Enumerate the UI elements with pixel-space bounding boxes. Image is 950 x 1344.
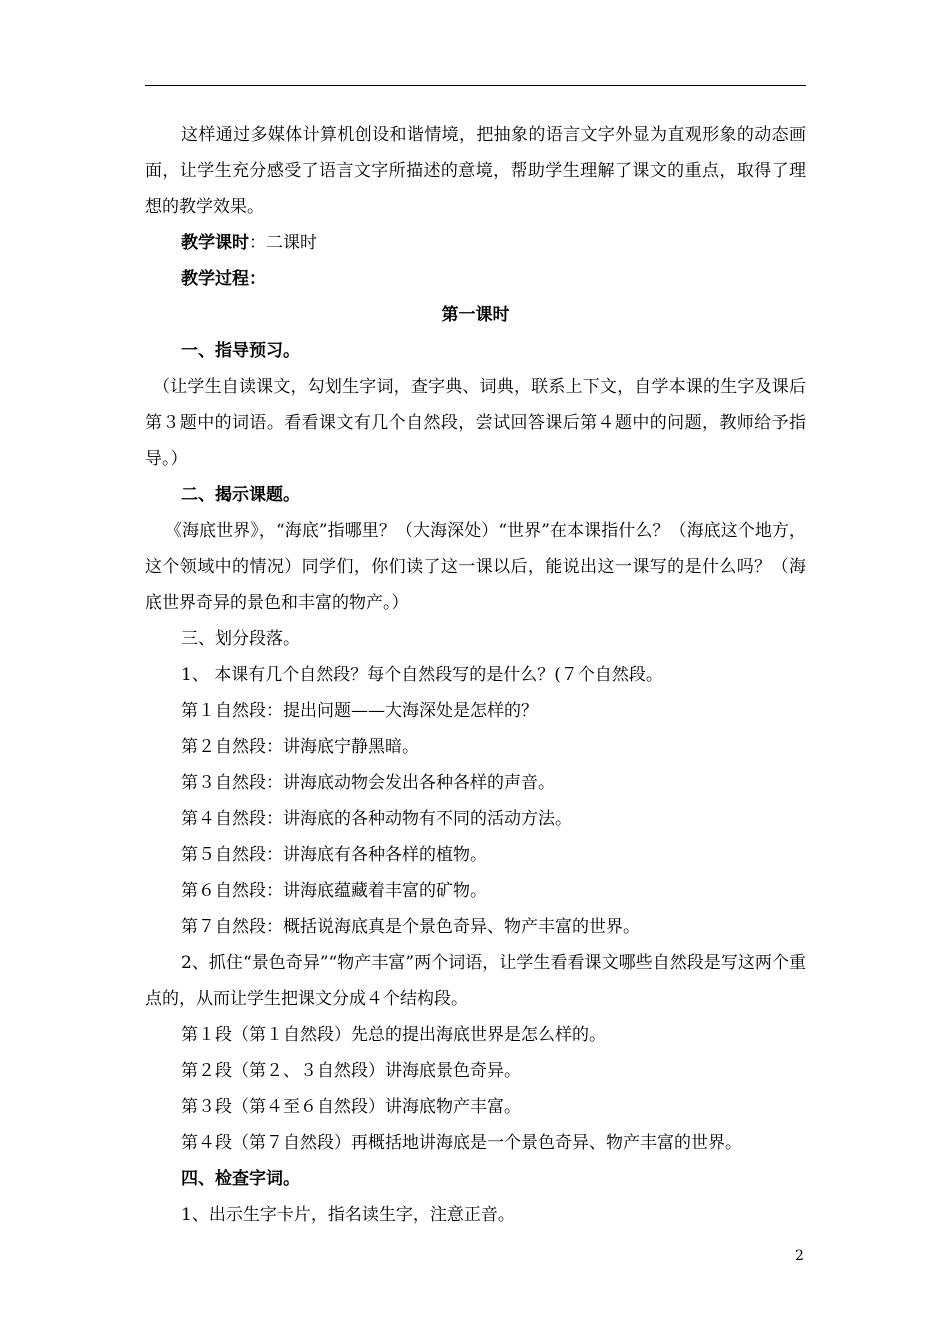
lesson-title: 第一课时 <box>441 305 510 325</box>
paragraph-item: 第３自然段：讲海底动物会发出各种各样的声音。 <box>181 773 555 793</box>
section-3-question-2: 2、抓住“景色奇异”“物产丰富”两个词语，让学生看看课文哪些自然段是写这两个重点的，从而让学生把课文分成４个结构段。 <box>145 953 806 1009</box>
segment-item: 第２段（第２、３自然段）讲海底景色奇异。 <box>181 1061 521 1081</box>
section-2-title: 二、揭示课题。 <box>181 485 300 505</box>
section-1-body: （让学生自读课文，勾划生字词，查字典、词典，联系上下文，自学本课的生字及课后第３题中的词语。看看课文有几个自然段，尝试回答课后第４题中的问题，教师给予指导。） <box>145 377 806 469</box>
teaching-hours-colon: ： <box>249 233 266 253</box>
teaching-hours-value: 二课时 <box>266 233 317 253</box>
paragraph-item: 第１自然段：提出问题——大海深处是怎样的？ <box>181 701 538 721</box>
intro-paragraph: 这样通过多媒体计算机创设和谐情境，把抽象的语言文字外显为直观形象的动态画面，让学生充分感受了语言文字所描述的意境，帮助学生理解了课文的重点，取得了理想的教学效果。 <box>145 125 806 217</box>
section-1-title: 一、指导预习。 <box>181 341 300 361</box>
section-4-item-1: 1、出示生字卡片，指名读生字，注意正音。 <box>181 1205 515 1225</box>
paragraph-item: 第６自然段：讲海底蕴藏着丰富的矿物。 <box>181 881 487 901</box>
teaching-hours-line <box>145 225 806 261</box>
paragraph-item: 第７自然段：概括说海底真是个景色奇异、物产丰富的世界。 <box>181 917 640 937</box>
segment-item: 第４段（第７自然段）再概括地讲海底是一个景色奇异、物产丰富的世界。 <box>181 1133 742 1153</box>
section-3-title: 三、划分段落。 <box>181 629 300 649</box>
header-rule <box>145 85 806 86</box>
paragraph-item: 第４自然段：讲海底的各种动物有不同的活动方法。 <box>181 809 572 829</box>
document-body <box>145 117 806 1233</box>
segment-item: 第１段（第１自然段）先总的提出海底世界是怎么样的。 <box>181 1025 606 1045</box>
section-3-question-1: 1、 本课有几个自然段？每个自然段写的是什么？(７个自然段。 <box>181 665 663 685</box>
section-2-body: 《海底世界》，“海底”指哪里？（大海深处）“世界”在本课指什么？（海底这个地方，这个领域中的情况）同学们，你们读了这一课以后，能说出这一课写的是什么吗？（海底世界奇异的景色和丰富的物产。） <box>145 521 806 613</box>
segment-item: 第３段（第４至６自然段）讲海底物产丰富。 <box>181 1097 521 1117</box>
section-4-title: 四、检查字词。 <box>181 1169 300 1189</box>
teaching-hours-label: 教学课时 <box>181 233 249 253</box>
paragraph-item: 第５自然段：讲海底有各种各样的植物。 <box>181 845 487 865</box>
page-number: 2 <box>795 1248 804 1264</box>
paragraph-item: 第２自然段：讲海底宁静黑暗。 <box>181 737 419 757</box>
teaching-process-label: 教学过程： <box>181 269 266 289</box>
